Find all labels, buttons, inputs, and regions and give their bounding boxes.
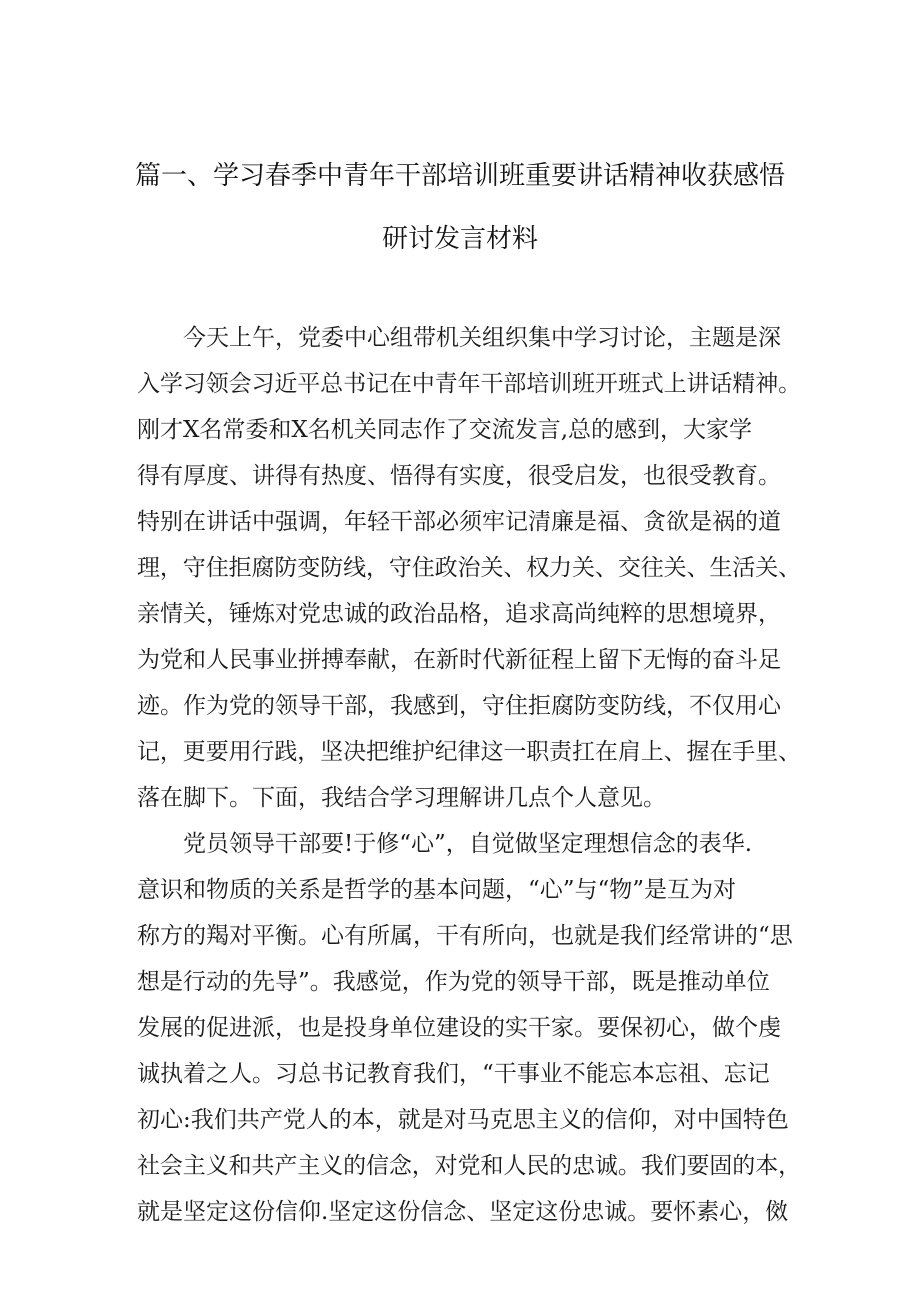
body-line-2: 入学习领会习近平总书记在中青年干部培训班开班式上讲话精神。 — [137, 371, 802, 397]
body-line-3: 刚才X名常委和X名机关同志作了交流发言,总的感到，大家学 — [137, 417, 753, 443]
body-line-16: 发展的促进派，也是投身单位建设的实干家。要保初心，做个虔 — [137, 1015, 781, 1041]
body-line-7: 亲情关，锤炼对党忠诚的政治品格，追求高尚纯粹的思想境界， — [137, 601, 781, 627]
body-line-5: 特别在讲话中强调，年轻干部必须牢记清廉是福、贪欲是祸的道 — [137, 509, 781, 535]
body-line-8: 为党和人民事业拼搏奉献，在新时代新征程上留下无悔的奋斗足 — [137, 647, 781, 673]
body-line-15: 想是行动的先导”。我感觉，作为党的领导干部，既是推动单位 — [137, 969, 770, 995]
document-title-line-2: 研讨发言材料 — [381, 224, 538, 254]
body-line-6: 理，守住拒腐防变防线，守住政治关、权力关、交往关、生活关、 — [137, 555, 802, 581]
body-line-1: 今天上午，党委中心组带机关组织集中学习讨论，主题是深 — [183, 325, 781, 351]
body-line-20: 就是坚定这份信仰.坚定这份信念、坚定这份忠诚。要怀素心，傚 — [137, 1199, 789, 1225]
body-line-13: 意识和物质的关系是哲学的基本问题，“心”与“物”是互为对 — [137, 877, 737, 903]
body-line-18: 初心:我们共产党人的本，就是对马克思主义的信仰，对中国特色 — [137, 1107, 789, 1133]
body-line-9: 迹。作为党的领导干部，我感到，守住拒腐防变防线，不仅用心 — [137, 693, 781, 719]
body-line-14: 称方的羯对平衡。心有所属，干有所向，也就是我们经常讲的“思 — [137, 923, 793, 949]
body-line-4: 得有厚度、讲得有热度、悟得有实度，很受启发，也很受教育。 — [137, 463, 781, 489]
body-line-12: 党员领导干部要!于修“心”，自觉做坚定理想信念的表华. — [183, 831, 753, 857]
body-line-19: 社会主义和共产主义的信念，对党和人民的忠诚。我们要固的本， — [137, 1153, 802, 1179]
body-line-17: 诚执着之人。习总书记教育我们，“干事业不能忘本忘祖、忘记 — [137, 1061, 770, 1087]
body-line-10: 记，更要用行践，坚决把维护纪律这一职责扛在肩上、握在手里、 — [137, 739, 802, 765]
body-line-11: 落在脚下。下面，我结合学习理解讲几点个人意见。 — [137, 785, 666, 811]
document-title-line-1: 篇一、学习春季中青年干部培训班重要讲话精神收获感悟 — [134, 161, 785, 191]
